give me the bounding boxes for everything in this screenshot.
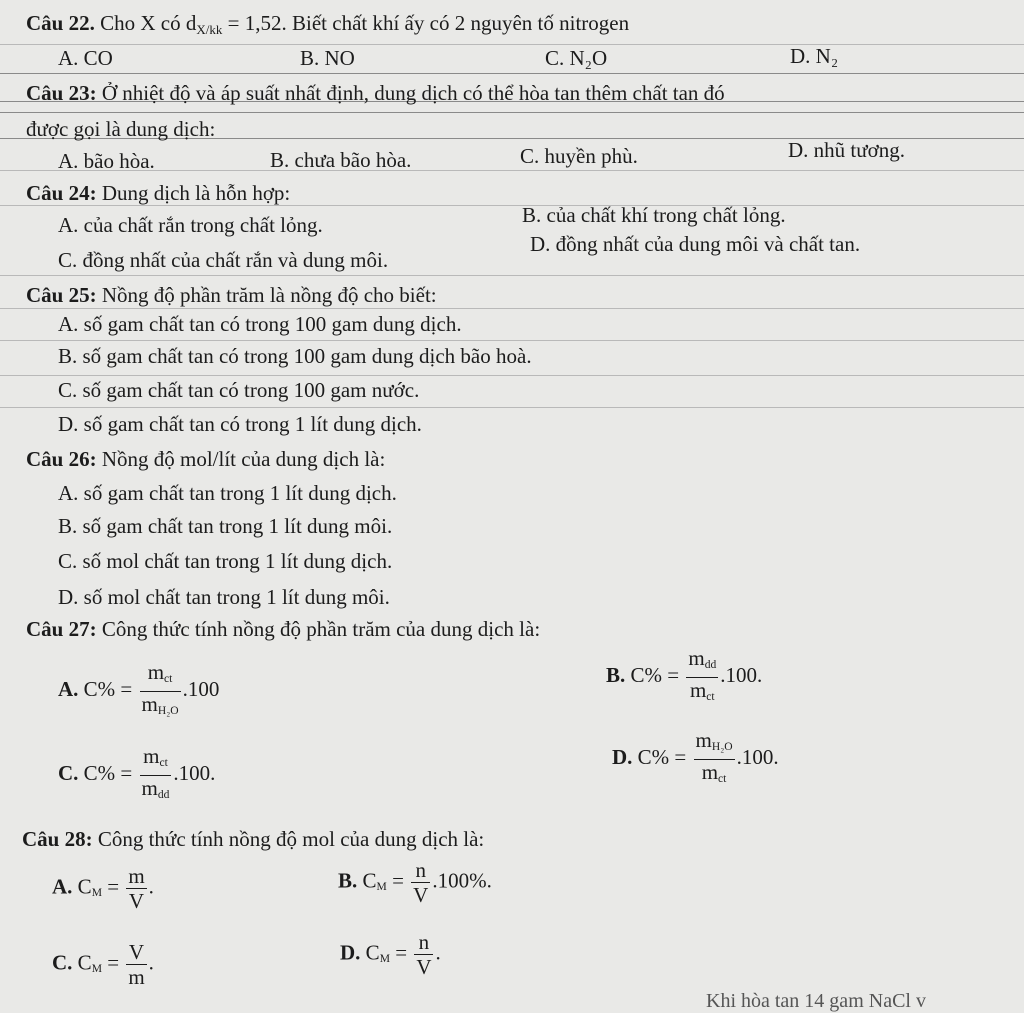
q23-option-b: B. chưa bão hòa. xyxy=(270,148,412,172)
q24-option-c: C. đồng nhất của chất rắn và dung môi. xyxy=(58,248,389,272)
q28-option-d: D. CM = $\frac{n}{V}$ . xyxy=(340,930,441,979)
q25-option-b: B. số gam chất tan có trong 100 gam dung dịch bão hoà. xyxy=(58,344,532,368)
q27-d-fraction: $\frac{\text{mH₂O}}{\text{mct}}$ xyxy=(695,728,733,785)
q27-option-a: A. C% = $\frac{\text{mct}}{\text{mH₂O}}$ .100 xyxy=(58,660,219,723)
q27-option-d: D. C% = $\frac{\text{mH₂O}}{\text{mct}}$ .100. xyxy=(612,728,779,791)
q25-option-a: A. số gam chất tan có trong 100 gam dung dịch. xyxy=(58,312,462,336)
q26-stem: Câu 26: Nồng độ mol/lít của dung dịch là: xyxy=(26,447,386,471)
q23-label: Câu 23: xyxy=(26,81,97,105)
cutoff-text: Khi hòa tan 14 gam NaCl v xyxy=(706,990,926,1012)
q22-stem: Câu 22. Cho X có $d_{X/kk} = 1,52$. Biết chất khí ấy có 2 nguyên tố nitrogen xyxy=(26,11,630,37)
q23-option-a: A. bão hòa. xyxy=(58,149,155,173)
q27-option-c: C. C% = $\frac{\text{mct}}{\text{mdd}}$ .100. xyxy=(58,744,215,807)
q28-d-fraction: $\frac{n}{V}$ xyxy=(416,930,432,979)
q28-c-fraction: $\frac{V}{m}$ xyxy=(128,940,145,989)
q27-a-fraction: $\frac{\text{mct}}{\text{mH₂O}}$ xyxy=(141,660,179,717)
q25-option-d: D. số gam chất tan có trong 1 lít dung dịch. xyxy=(58,412,422,436)
q23-stem-line2: được gọi là dung dịch: xyxy=(26,117,216,141)
q28-option-b: B. CM = $\frac{n}{V}$ .100%. xyxy=(338,858,492,907)
q28-a-fraction: $\frac{m}{V}$ xyxy=(128,864,145,913)
q28-option-c: C. CM = $\frac{V}{m}$ . xyxy=(52,940,154,989)
q28-option-a: A. CM = $\frac{m}{V}$ . xyxy=(52,864,154,913)
q26-option-b: B. số gam chất tan trong 1 lít dung môi. xyxy=(58,514,393,538)
q22-option-c: C. N₂O xyxy=(545,46,608,70)
q22-option-b: B. NO xyxy=(300,46,355,70)
q24-option-a: A. của chất rắn trong chất lỏng. xyxy=(58,213,323,237)
q27-c-fraction: $\frac{\text{mct}}{\text{mdd}}$ xyxy=(141,744,170,801)
q24-label: Câu 24: xyxy=(26,181,97,205)
q24-option-d: D. đồng nhất của dung môi và chất tan. xyxy=(530,232,861,256)
q27-label: Câu 27: xyxy=(26,617,97,641)
q28-stem: Câu 28: Công thức tính nồng độ mol của dung dịch là: xyxy=(22,827,485,851)
q23-option-d: D. nhũ tương. xyxy=(788,138,905,162)
q24-option-b: B. của chất khí trong chất lỏng. xyxy=(522,203,786,227)
q28-label: Câu 28: xyxy=(22,827,93,851)
q25-stem: Câu 25: Nồng độ phần trăm là nồng độ cho biết: xyxy=(26,283,437,307)
q27-stem: Câu 27: Công thức tính nồng độ phần trăm của dung dịch là: xyxy=(26,617,541,641)
q22-label: Câu 22. xyxy=(26,11,95,35)
q26-option-d: D. số mol chất tan trong 1 lít dung môi. xyxy=(58,585,390,609)
q28-b-fraction: $\frac{n}{V}$ xyxy=(413,858,429,907)
q26-option-c: C. số mol chất tan trong 1 lít dung dịch. xyxy=(58,549,393,573)
q27-b-fraction: $\frac{\text{mdd}}{\text{mct}}$ xyxy=(688,646,717,703)
q24-stem: Câu 24: Dung dịch là hỗn hợp: xyxy=(26,181,291,205)
q27-option-b: B. C% = $\frac{\text{mdd}}{\text{mct}}$ .100. xyxy=(606,646,762,709)
q26-label: Câu 26: xyxy=(26,447,97,471)
q25-option-c: C. số gam chất tan có trong 100 gam nước. xyxy=(58,378,420,402)
q26-option-a: A. số gam chất tan trong 1 lít dung dịch. xyxy=(58,481,397,505)
q22-option-d: D. N₂ xyxy=(790,44,839,68)
q22-option-a: A. CO xyxy=(58,46,113,70)
q23-stem: Câu 23: Ở nhiệt độ và áp suất nhất định, dung dịch có thể hòa tan thêm chất tan đó xyxy=(26,81,725,105)
q23-option-c: C. huyền phù. xyxy=(520,144,638,168)
q25-label: Câu 25: xyxy=(26,283,97,307)
